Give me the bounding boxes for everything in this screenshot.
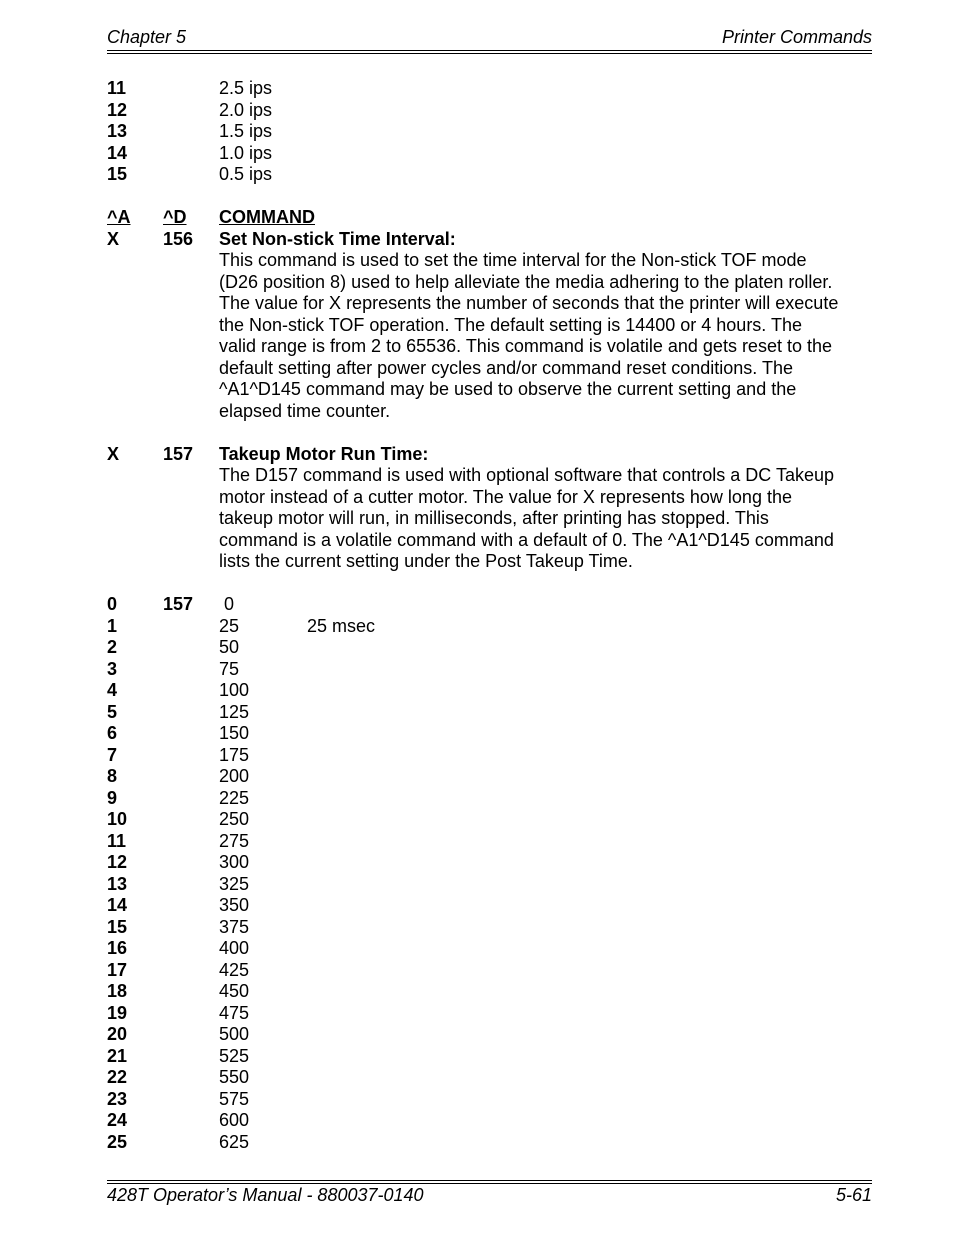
run-x: 24 [107, 1110, 128, 1130]
run-value: 325 [219, 873, 250, 894]
run-x: 9 [107, 787, 118, 808]
run-row [107, 702, 872, 724]
cmd156-row [107, 229, 872, 251]
run-value: 600 [219, 1110, 250, 1130]
section-title: Printer Commands [721, 27, 872, 47]
run-value: 25 [219, 615, 240, 636]
run-value: 500 [219, 1024, 250, 1044]
run-row [107, 594, 872, 616]
page-content [107, 78, 872, 1153]
page-header [107, 27, 872, 48]
run-row [107, 917, 872, 939]
run-row [107, 1003, 872, 1025]
cmd157-row [107, 444, 872, 466]
cmd157-title: Takeup Motor Run Time: [219, 443, 429, 464]
run-value: 250 [219, 809, 250, 829]
run-x: 14 [107, 895, 128, 915]
run-row [107, 938, 872, 960]
run-x: 17 [107, 959, 128, 980]
speed-code: 11 [107, 78, 127, 98]
run-x: 25 [107, 1131, 128, 1152]
run-value: 525 [219, 1045, 250, 1066]
run-x: 23 [107, 1088, 128, 1109]
col-d-header: ^D [163, 207, 187, 227]
cmd156-a: X [107, 228, 120, 249]
cmd156-line: (D26 position 8) used to help alleviate the media adhering to the platen roller. [219, 271, 833, 292]
run-row [107, 1132, 872, 1154]
run-value: 75 [219, 658, 240, 679]
run-value: 0 [219, 594, 235, 614]
run-row [107, 1024, 872, 1046]
page-number: 5-61 [835, 1185, 872, 1205]
run-row [107, 852, 872, 874]
run-value: 575 [219, 1088, 250, 1109]
run-row [107, 680, 872, 702]
header-rule [107, 50, 872, 54]
run-value: 550 [219, 1067, 250, 1087]
run-value: 225 [219, 787, 250, 808]
run-x: 13 [107, 873, 128, 894]
speed-value: 2.0 ips [219, 99, 273, 120]
run-value: 450 [219, 981, 250, 1001]
run-x: 6 [107, 723, 118, 743]
run-value: 50 [219, 637, 240, 657]
speed-code: 13 [107, 121, 128, 141]
speed-row [107, 121, 872, 143]
run-d: 157 [163, 594, 194, 614]
cmd157-line: The D157 command is used with optional software that controls a DC Takeup [219, 465, 834, 485]
run-value: 300 [219, 852, 250, 872]
cmd156-line: ^A1^D145 command may be used to observe the current setting and the [219, 379, 797, 399]
run-row [107, 895, 872, 917]
run-x: 4 [107, 680, 118, 700]
run-value: 400 [219, 938, 250, 958]
run-row [107, 831, 872, 853]
speed-list [107, 78, 872, 186]
run-x: 18 [107, 981, 128, 1001]
speed-row [107, 164, 872, 186]
run-row [107, 1110, 872, 1132]
chapter-label: Chapter 5 [107, 27, 187, 47]
run-row [107, 960, 872, 982]
cmd156-title: Set Non-stick Time Interval: [219, 228, 456, 249]
run-row [107, 809, 872, 831]
cmd156-d: 156 [163, 228, 194, 249]
cmd157-description [219, 465, 869, 573]
cmd156-line: valid range is from 2 to 65536. This command is volatile and gets reset to the [219, 336, 832, 356]
run-x: 19 [107, 1002, 128, 1023]
speed-row [107, 143, 872, 165]
run-value: 425 [219, 959, 250, 980]
run-x: 11 [107, 830, 127, 851]
speed-row [107, 100, 872, 122]
run-x: 15 [107, 916, 128, 937]
cmd157-line: takeup motor will run, in milliseconds, after printing has stopped. This [219, 508, 769, 528]
run-row [107, 766, 872, 788]
cmd156-line: default setting after power cycles and/or command reset conditions. The [219, 357, 793, 378]
run-value: 625 [219, 1131, 250, 1152]
speed-code: 14 [107, 142, 128, 163]
manual-title: 428T Operator’s Manual - 880037-0140 [107, 1185, 424, 1205]
run-x: 22 [107, 1067, 128, 1087]
run-row [107, 1089, 872, 1111]
cmd156-line: the Non-stick TOF operation. The default setting is 14400 or 4 hours. The [219, 314, 803, 335]
run-x: 12 [107, 852, 128, 872]
run-x: 5 [107, 701, 118, 722]
run-value: 100 [219, 680, 250, 700]
run-row [107, 637, 872, 659]
cmd156-line: elapsed time counter. [219, 400, 391, 421]
run-x: 3 [107, 658, 118, 679]
cmd156-line: The value for X represents the number of seconds that the printer will execute [219, 293, 839, 313]
run-x: 1 [107, 615, 118, 636]
run-note: 25 msec [307, 615, 376, 636]
run-x: 8 [107, 766, 118, 786]
speed-value: 1.0 ips [219, 142, 273, 163]
col-command-header: COMMAND [219, 207, 315, 227]
run-x: 10 [107, 809, 128, 829]
run-row [107, 616, 872, 638]
run-value: 150 [219, 723, 250, 743]
run-x: 20 [107, 1024, 128, 1044]
run-x: 21 [107, 1045, 128, 1066]
run-x: 16 [107, 938, 128, 958]
speed-code: 15 [107, 164, 128, 184]
run-value: 275 [219, 830, 250, 851]
run-value: 375 [219, 916, 250, 937]
run-row [107, 1067, 872, 1089]
run-value: 200 [219, 766, 250, 786]
cmd157-line: motor instead of a cutter motor. The value for X represents how long the [219, 486, 792, 507]
cmd157-line: command is a volatile command with a default of 0. The ^A1^D145 command [219, 529, 834, 550]
footer-rule [107, 1180, 872, 1184]
cmd157-a: X [107, 443, 120, 464]
run-row [107, 723, 872, 745]
run-value: 475 [219, 1002, 250, 1023]
run-row [107, 788, 872, 810]
command-table-header [107, 207, 872, 229]
cmd156-description [219, 250, 869, 422]
speed-row [107, 78, 872, 100]
run-value: 125 [219, 701, 250, 722]
run-x: 2 [107, 637, 118, 657]
run-row [107, 981, 872, 1003]
cmd156-line: This command is used to set the time interval for the Non-stick TOF mode [219, 250, 807, 270]
run-row [107, 745, 872, 767]
run-row [107, 659, 872, 681]
cmd157-line: lists the current setting under the Post Takeup Time. [219, 551, 633, 571]
speed-value: 2.5 ips [219, 78, 273, 98]
speed-code: 12 [107, 99, 128, 120]
run-x: 0 [107, 594, 118, 614]
run-value: 175 [219, 744, 250, 765]
page-footer [107, 1185, 872, 1206]
speed-value: 1.5 ips [219, 121, 273, 141]
col-a-header: ^A [107, 207, 131, 227]
cmd157-d: 157 [163, 443, 194, 464]
run-value: 350 [219, 895, 250, 915]
speed-value: 0.5 ips [219, 164, 273, 184]
run-row [107, 874, 872, 896]
run-time-list [107, 594, 872, 1153]
run-row [107, 1046, 872, 1068]
run-x: 7 [107, 744, 118, 765]
